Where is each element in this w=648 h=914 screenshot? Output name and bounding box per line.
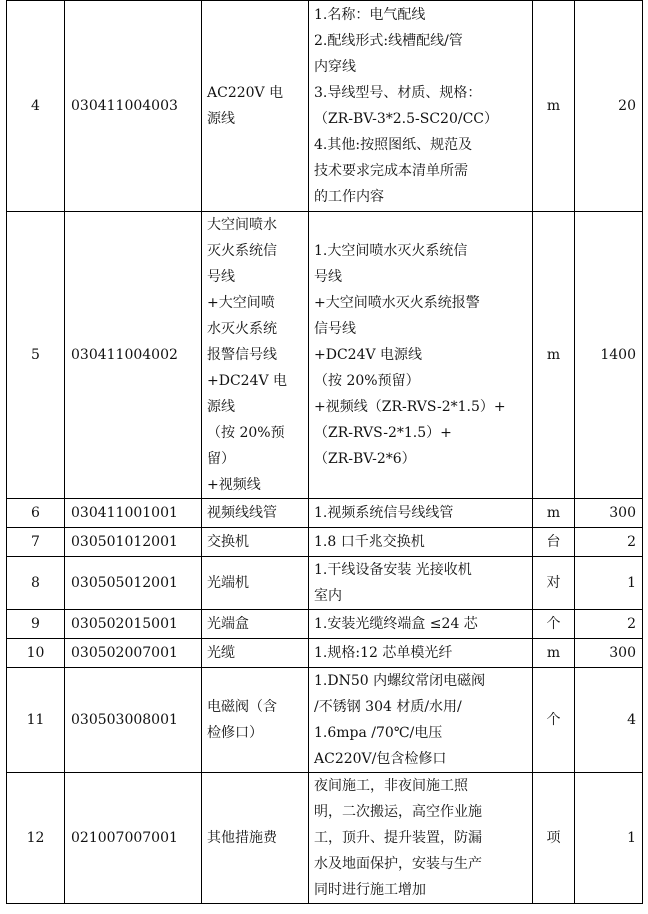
item-name-line: 留） bbox=[207, 451, 235, 467]
item-feature-line: 1.安装光缆终端盒 ≤24 芯 bbox=[314, 616, 478, 632]
item-unit-cell: 项 bbox=[533, 773, 575, 904]
item-quantity-cell: 300 bbox=[575, 499, 643, 528]
item-quantity-cell: 300 bbox=[575, 639, 643, 668]
item-feature-line: 1.6mpa /70℃/电压 bbox=[314, 725, 443, 741]
item-features-cell bbox=[309, 557, 533, 610]
item-feature-line: 1.干线设备安装 光接收机 bbox=[314, 562, 472, 578]
table-row bbox=[7, 773, 643, 904]
item-number-cell: 11 bbox=[7, 668, 65, 773]
item-features-cell bbox=[309, 212, 533, 499]
item-code-cell: 030501012001 bbox=[65, 528, 202, 557]
item-name-line: AC220V 电 bbox=[207, 85, 284, 101]
item-name-line: 视频线线管 bbox=[207, 505, 277, 521]
item-number-cell: 7 bbox=[7, 528, 65, 557]
item-unit-cell: 对 bbox=[533, 557, 575, 610]
table-row bbox=[7, 668, 643, 773]
item-number-cell: 5 bbox=[7, 212, 65, 499]
item-number-cell: 6 bbox=[7, 499, 65, 528]
item-quantity-cell: 1400 bbox=[575, 212, 643, 499]
item-feature-line: （ZR-BV-2*6） bbox=[314, 451, 416, 467]
item-feature-line: 夜间施工，非夜间施工照 bbox=[314, 778, 468, 794]
item-name-line: 水灭火系统 bbox=[207, 321, 277, 337]
item-quantity-cell: 1 bbox=[575, 557, 643, 610]
item-unit-cell: 个 bbox=[533, 610, 575, 639]
item-name-line: 大空间喷水 bbox=[207, 217, 277, 233]
item-name-line: 检修口） bbox=[207, 725, 263, 741]
table-row bbox=[7, 557, 643, 610]
item-feature-line: 1.8 口千兆交换机 bbox=[314, 534, 425, 550]
table-row bbox=[7, 499, 643, 528]
item-unit-cell: m bbox=[533, 1, 575, 212]
item-number-cell: 10 bbox=[7, 639, 65, 668]
item-name-line: 灭火系统信 bbox=[207, 243, 277, 259]
item-feature-line: （ZR-BV-3*2.5-SC20/CC） bbox=[314, 111, 499, 127]
item-feature-line: 1.DN50 内螺纹常闭电磁阀 bbox=[314, 673, 486, 689]
item-feature-line: 1.大空间喷水灭火系统信 bbox=[314, 243, 468, 259]
item-name-cell bbox=[202, 528, 309, 557]
item-code-cell: 030502007001 bbox=[65, 639, 202, 668]
item-feature-line: 的工作内容 bbox=[314, 189, 384, 205]
item-feature-line: 信号线 bbox=[314, 321, 356, 337]
item-unit-cell: m bbox=[533, 212, 575, 499]
item-quantity-cell: 2 bbox=[575, 610, 643, 639]
item-unit-cell: 台 bbox=[533, 528, 575, 557]
item-name-line: 号线 bbox=[207, 269, 235, 285]
item-unit-cell: m bbox=[533, 639, 575, 668]
item-name-line: 光端盒 bbox=[207, 616, 249, 632]
table-row bbox=[7, 528, 643, 557]
item-number-cell: 4 bbox=[7, 1, 65, 212]
table-body bbox=[7, 1, 643, 904]
item-feature-line: 1.名称：电气配线 bbox=[314, 7, 426, 23]
item-name-cell bbox=[202, 557, 309, 610]
item-name-line: 交换机 bbox=[207, 534, 249, 550]
item-quantity-cell: 2 bbox=[575, 528, 643, 557]
item-feature-line: 内穿线 bbox=[314, 59, 356, 75]
item-code-cell: 030505012001 bbox=[65, 557, 202, 610]
item-code-cell: 030411001001 bbox=[65, 499, 202, 528]
item-name-cell bbox=[202, 639, 309, 668]
item-feature-line: （按 20%预留） bbox=[314, 373, 420, 389]
item-name-line: 源线 bbox=[207, 111, 235, 127]
item-feature-line: 2.配线形式:线槽配线/管 bbox=[314, 33, 463, 49]
item-name-cell bbox=[202, 610, 309, 639]
item-code-cell: 030411004003 bbox=[65, 1, 202, 212]
item-name-cell bbox=[202, 1, 309, 212]
item-features-cell bbox=[309, 610, 533, 639]
item-name-cell bbox=[202, 668, 309, 773]
item-feature-line: 技术要求完成本清单所需 bbox=[314, 163, 468, 179]
item-feature-line: 3.导线型号、材质、规格： bbox=[314, 85, 482, 101]
item-feature-line: 4.其他:按照图纸、规范及 bbox=[314, 137, 473, 153]
item-name-line: 报警信号线 bbox=[207, 347, 277, 363]
item-features-cell bbox=[309, 773, 533, 904]
table-row bbox=[7, 212, 643, 499]
item-code-cell: 030503008001 bbox=[65, 668, 202, 773]
item-feature-line: 水及地面保护，安装与生产 bbox=[314, 856, 482, 872]
item-name-line: +视频线 bbox=[207, 477, 261, 493]
item-features-cell bbox=[309, 668, 533, 773]
item-features-cell bbox=[309, 528, 533, 557]
item-feature-line: 室内 bbox=[314, 588, 342, 604]
item-number-cell: 9 bbox=[7, 610, 65, 639]
item-quantity-cell: 1 bbox=[575, 773, 643, 904]
item-quantity-cell: 4 bbox=[575, 668, 643, 773]
item-name-line: 其他措施费 bbox=[207, 830, 277, 846]
item-unit-cell: m bbox=[533, 499, 575, 528]
item-name-line: 光端机 bbox=[207, 575, 249, 591]
item-unit-cell: 个 bbox=[533, 668, 575, 773]
item-feature-line: /不锈钢 304 材质/水用/ bbox=[314, 699, 462, 715]
item-name-line: +大空间喷 bbox=[207, 295, 275, 311]
item-feature-line: 号线 bbox=[314, 269, 342, 285]
table-row bbox=[7, 610, 643, 639]
item-features-cell bbox=[309, 499, 533, 528]
item-name-line: 电磁阀（含 bbox=[207, 699, 277, 715]
item-code-cell: 021007007001 bbox=[65, 773, 202, 904]
item-feature-line: （ZR-RVS-2*1.5）+ bbox=[314, 425, 452, 441]
item-feature-line: 同时进行施工增加 bbox=[314, 882, 426, 898]
bill-of-quantities-table bbox=[6, 0, 643, 904]
item-code-cell: 030502015001 bbox=[65, 610, 202, 639]
item-name-line: +DC24V 电 bbox=[207, 373, 288, 389]
item-feature-line: +视频线（ZR-RVS-2*1.5）+ bbox=[314, 399, 506, 415]
item-feature-line: 1.视频系统信号线线管 bbox=[314, 505, 454, 521]
item-feature-line: 工，顶升、提升装置，防漏 bbox=[314, 830, 482, 846]
item-name-cell bbox=[202, 499, 309, 528]
item-name-cell bbox=[202, 773, 309, 904]
item-feature-line: 1.规格:12 芯单模光纤 bbox=[314, 645, 453, 661]
item-name-line: 光缆 bbox=[207, 645, 235, 661]
item-quantity-cell: 20 bbox=[575, 1, 643, 212]
item-name-cell bbox=[202, 212, 309, 499]
item-features-cell bbox=[309, 1, 533, 212]
table-row bbox=[7, 639, 643, 668]
item-feature-line: +DC24V 电源线 bbox=[314, 347, 423, 363]
item-name-line: （按 20%预 bbox=[207, 425, 285, 441]
item-feature-line: AC220V/包含检修口 bbox=[314, 751, 447, 767]
item-features-cell bbox=[309, 639, 533, 668]
item-feature-line: 明，二次搬运，高空作业施 bbox=[314, 804, 482, 820]
item-name-line: 源线 bbox=[207, 399, 235, 415]
item-number-cell: 12 bbox=[7, 773, 65, 904]
table-row bbox=[7, 1, 643, 212]
item-feature-line: +大空间喷水灭火系统报警 bbox=[314, 295, 480, 311]
item-number-cell: 8 bbox=[7, 557, 65, 610]
item-code-cell: 030411004002 bbox=[65, 212, 202, 499]
